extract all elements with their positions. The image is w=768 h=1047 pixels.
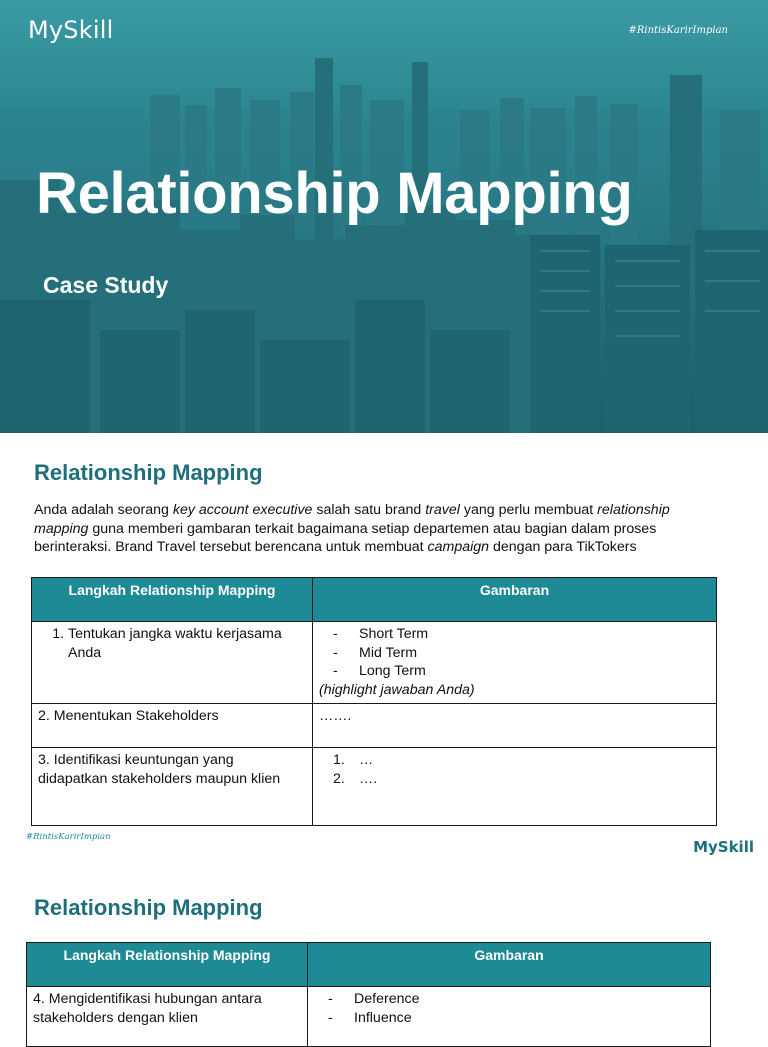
- footer-brand-logo: MySkill: [693, 838, 754, 856]
- table-row: [32, 622, 717, 704]
- step-cell: 3. Identifikasi keuntungan yang didapatkan stakeholders maupun klien: [32, 748, 313, 826]
- description-cell: [313, 622, 717, 704]
- intro-text-run: relationship mapping: [34, 502, 670, 537]
- steps-table: [26, 942, 711, 1047]
- table-row: [32, 704, 717, 748]
- intro-text-run: Anda adalah seorang: [34, 502, 173, 518]
- hero-title: Relationship Mapping: [36, 161, 633, 226]
- brand-logo: MySkill: [28, 16, 114, 44]
- step-cell: 4. Mengidentifikasi hubungan antara stakeholders dengan klien: [27, 987, 308, 1047]
- step-cell: [32, 622, 313, 704]
- header-step: Langkah Relationship Mapping: [32, 578, 313, 622]
- answer-item[interactable]: 1. …: [333, 752, 374, 768]
- header-description: Gambaran: [313, 578, 717, 622]
- step-text: 1. Tentukan jangka waktu kerjasama Anda: [68, 625, 306, 662]
- section-title: Relationship Mapping: [34, 460, 263, 485]
- table-row: [27, 987, 711, 1047]
- intro-text-run: dengan para TikTokers: [489, 539, 637, 555]
- option-item[interactable]: - Mid Term: [333, 644, 418, 661]
- hashtag-label: #RintisKarirImpian: [628, 25, 728, 36]
- intro-text-run: key account executive: [172, 502, 313, 518]
- section-title: Relationship Mapping: [34, 895, 263, 920]
- steps-table: [31, 577, 717, 826]
- intro-text-run: salah satu brand: [312, 502, 426, 518]
- option-item[interactable]: - Influence: [328, 1009, 412, 1026]
- intro-paragraph: [34, 501, 724, 557]
- step-cell: 2. Menentukan Stakeholders: [32, 704, 313, 748]
- header-step: Langkah Relationship Mapping: [27, 943, 308, 987]
- option-item[interactable]: - Long Term: [333, 663, 426, 679]
- option-item[interactable]: - Short Term: [333, 626, 429, 642]
- intro-text-run: yang perlu membuat: [459, 502, 598, 518]
- answer-cell[interactable]: …….: [313, 704, 717, 748]
- table-header-row: [32, 578, 717, 622]
- answer-item[interactable]: 2. ….: [333, 770, 378, 787]
- intro-text-run: guna memberi gambaran terkait bagaimana setiap departemen atau bagian dalam proses berinteraksi. Brand Travel tersebut berencana untuk membuat: [34, 520, 657, 555]
- highlight-note: (highlight jawaban Anda): [319, 681, 475, 698]
- table-header-row: [27, 943, 711, 987]
- description-cell: [308, 987, 711, 1047]
- description-cell: [313, 748, 717, 826]
- footer-hashtag: #RintisKarirImpian: [26, 832, 111, 842]
- table-row: [32, 748, 717, 826]
- option-item[interactable]: - Deference: [328, 991, 420, 1007]
- header-description: Gambaran: [308, 943, 711, 987]
- intro-text-run: travel: [425, 502, 460, 518]
- intro-text-run: campaign: [427, 539, 490, 555]
- hero-banner: [0, 0, 768, 433]
- hero-subtitle: Case Study: [43, 272, 169, 298]
